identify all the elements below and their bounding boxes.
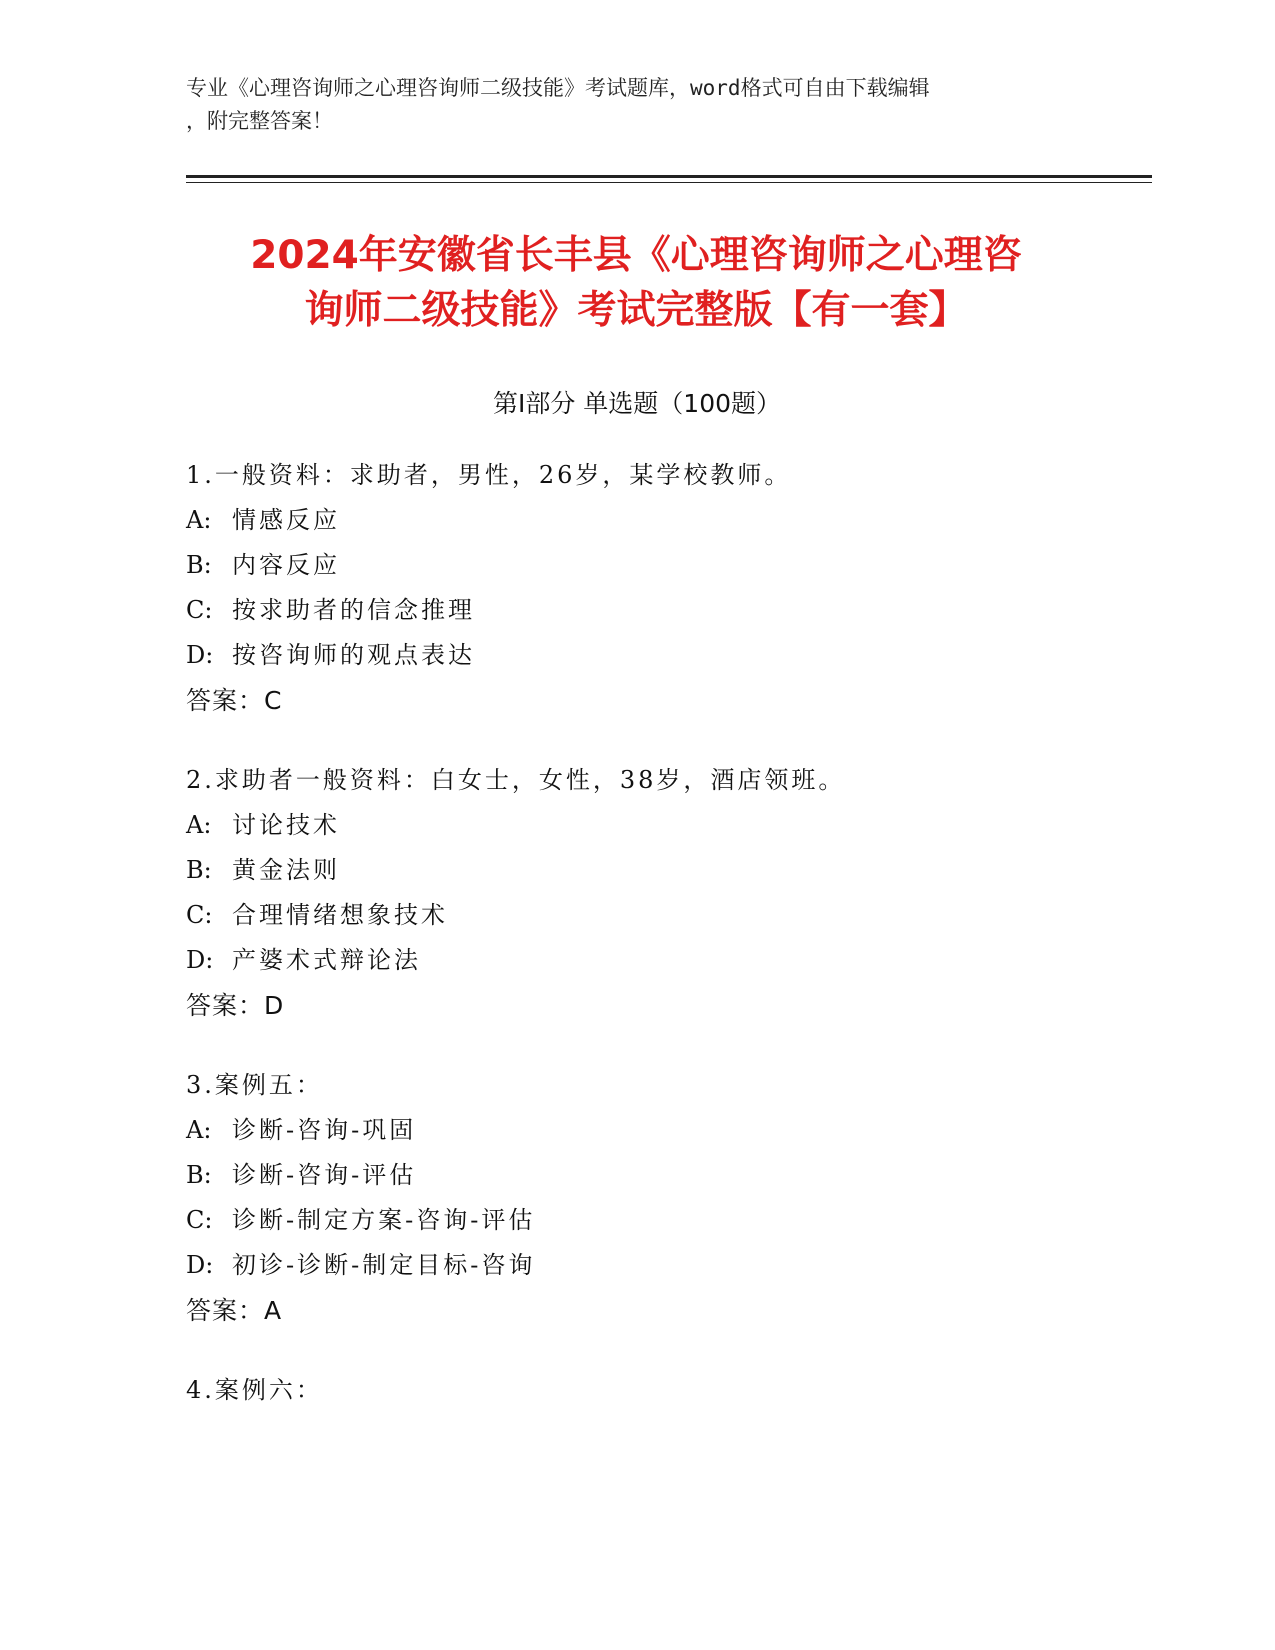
- question-stem: 3.案例五：: [186, 1071, 323, 1099]
- option-key: D:: [186, 641, 214, 669]
- header-note-line-1: 专业《心理咨询师之心理咨询师二级技能》考试题库，word格式可自由下载编辑: [186, 76, 930, 100]
- option-text: 讨论技术: [232, 811, 340, 839]
- option-text: 内容反应: [232, 551, 340, 579]
- header-divider-thin: [186, 182, 1152, 183]
- document-title-line-1: 2024年安徽省长丰县《心理咨询师之心理咨: [250, 233, 1022, 278]
- option-key: C:: [186, 1206, 213, 1234]
- option-c: [186, 893, 1086, 938]
- option-key: B:: [186, 856, 212, 884]
- document-title-line-2: 询师二级技能》考试完整版【有一套】: [304, 288, 968, 333]
- option-text: 情感反应: [232, 506, 340, 534]
- option-a: [186, 1108, 1086, 1153]
- question-1: [186, 453, 1086, 723]
- question-stem: 4.案例六：: [186, 1376, 323, 1404]
- option-key: A:: [186, 506, 212, 534]
- option-text: 按咨询师的观点表达: [232, 641, 475, 669]
- option-key: A:: [186, 1116, 212, 1144]
- option-d: [186, 938, 1086, 983]
- document-title: [186, 228, 1086, 338]
- question-stem: 1.一般资料：求助者，男性，26岁，某学校教师。: [186, 461, 792, 489]
- header-note-line-2: ，附完整答案！: [186, 109, 333, 133]
- option-a: [186, 803, 1086, 848]
- option-text: 诊断-咨询-巩固: [232, 1116, 417, 1144]
- option-key: C:: [186, 596, 213, 624]
- option-text: 诊断-制定方案-咨询-评估: [232, 1206, 536, 1234]
- header-note: [186, 72, 1066, 138]
- answer: 答案：D: [186, 991, 285, 1020]
- question-3: [186, 1063, 1086, 1333]
- question-stem: 2.求助者一般资料：白女士，女性，38岁，酒店领班。: [186, 766, 846, 794]
- option-d: [186, 633, 1086, 678]
- question-4: [186, 1368, 1086, 1413]
- option-a: [186, 498, 1086, 543]
- option-b: [186, 848, 1086, 893]
- option-text: 按求助者的信念推理: [232, 596, 475, 624]
- option-text: 初诊-诊断-制定目标-咨询: [232, 1251, 536, 1279]
- option-b: [186, 543, 1086, 588]
- option-d: [186, 1243, 1086, 1288]
- option-text: 诊断-咨询-评估: [232, 1161, 417, 1189]
- option-text: 合理情绪想象技术: [232, 901, 448, 929]
- section-title: 第Ⅰ部分 单选题（100题）: [492, 389, 782, 418]
- option-text: 黄金法则: [232, 856, 340, 884]
- option-c: [186, 1198, 1086, 1243]
- answer: 答案：C: [186, 686, 283, 715]
- answer: 答案：A: [186, 1296, 283, 1325]
- option-key: A:: [186, 811, 212, 839]
- option-b: [186, 1153, 1086, 1198]
- option-key: C:: [186, 901, 213, 929]
- option-key: D:: [186, 946, 214, 974]
- option-key: D:: [186, 1251, 214, 1279]
- option-c: [186, 588, 1086, 633]
- option-key: B:: [186, 551, 212, 579]
- question-2: [186, 758, 1086, 1028]
- option-key: B:: [186, 1161, 212, 1189]
- header-divider-thick: [186, 175, 1152, 178]
- option-text: 产婆术式辩论法: [232, 946, 421, 974]
